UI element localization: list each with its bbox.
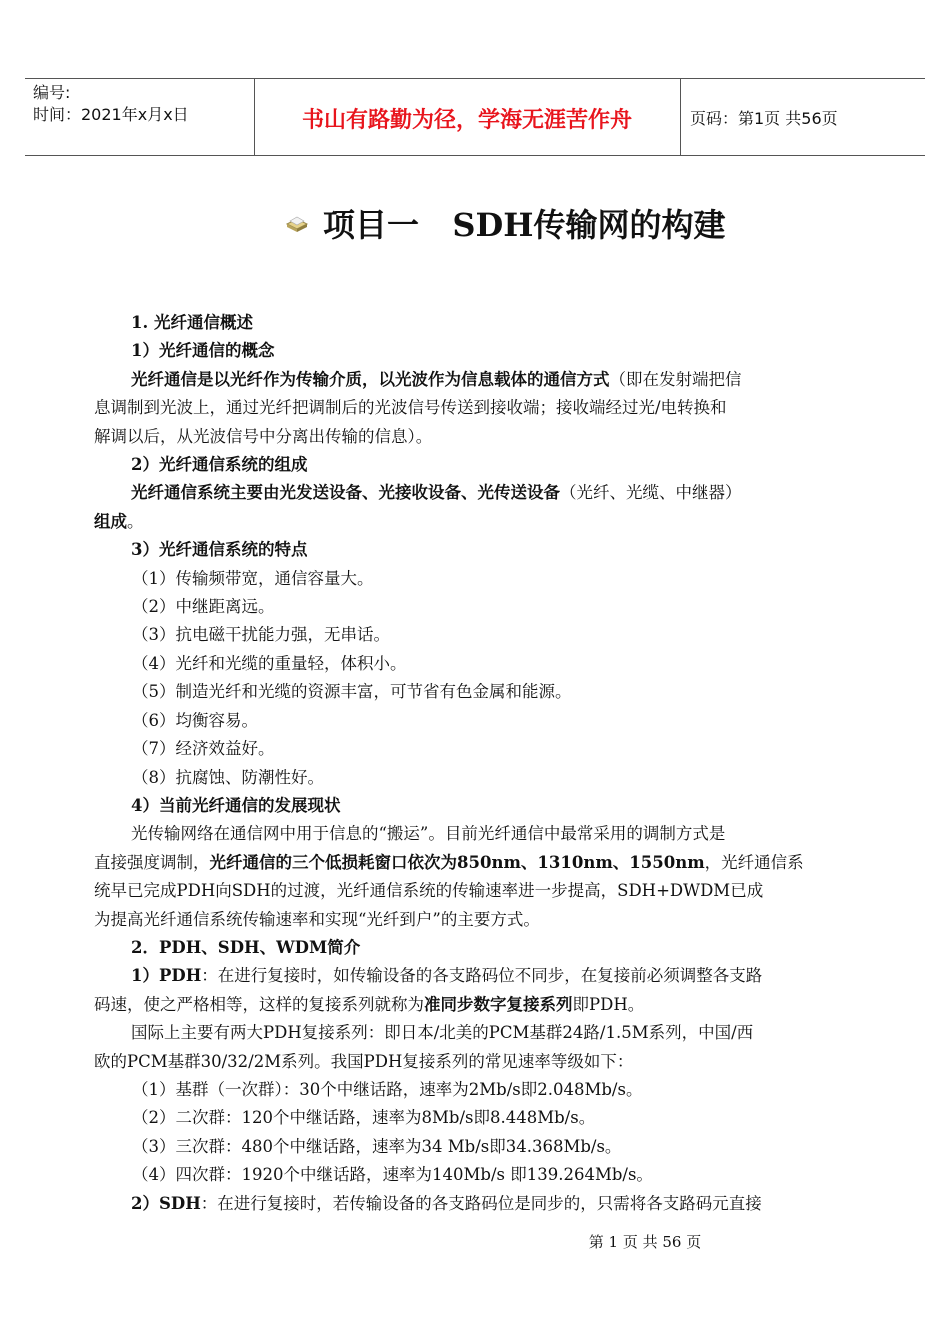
paragraph-1-1-line3: 解调以后，从光波信号中分离出传输的信息）。 <box>94 426 433 446</box>
paragraph-2-1-line3: 国际上主要有两大PDH复接系列：即日本/北美的PCM基群24路/1.5M系列，中国/西 <box>131 1023 754 1043</box>
pdh-level-item: （2）二次群：120个中继话路，速率为8Mb/s即8.448Mb/s。 <box>132 1108 596 1128</box>
text-span: 码速，使之严格相等，这样的复接系列就称为 <box>94 994 424 1014</box>
subheading-1-1: 1）光纤通信的概念 <box>131 341 275 361</box>
section-heading-1: 1. 光纤通信概述 <box>131 313 253 332</box>
section-heading-2: 2．PDH、SDH、WDM简介 <box>131 937 361 957</box>
text-span: 。 <box>127 511 144 531</box>
subheading-1-4: 4）当前光纤通信的发展现状 <box>131 795 341 815</box>
header-top-rule <box>25 78 925 79</box>
feature-item: （2）中继距离远。 <box>132 597 275 617</box>
paragraph-1-4-line1: 光传输网络在通信网中用于信息的“搬运”。目前光纤通信中最常采用的调制方式是 <box>131 824 726 844</box>
header-bottom-rule <box>25 155 925 156</box>
paragraph-2-1-line2 <box>94 991 858 1019</box>
paragraph-1-4-line2 <box>94 849 858 877</box>
motto: 书山有路勤为径，学海无涯苦作舟 <box>301 108 632 133</box>
page-footer: 第 1 页 共 56 页 <box>588 1233 702 1251</box>
text-span: （即在发射端把信 <box>609 369 742 389</box>
text-span: ：在进行复接时，若传输设备的各支路码位是同步的，只需将各支路码元直接 <box>200 1193 762 1213</box>
document-title <box>285 200 726 246</box>
text-span: ：在进行复接时，如传输设备的各支路码位不同步，在复接前必须调整各支路 <box>201 966 763 986</box>
header-left <box>33 82 189 126</box>
paragraph-1-1-line1 <box>94 366 858 394</box>
body-content <box>94 309 858 1218</box>
feature-item: （4）光纤和光缆的重量轻，体积小。 <box>132 653 407 673</box>
text-span: 直接强度调制， <box>94 852 210 872</box>
paragraph-2-2-line1 <box>94 1190 858 1218</box>
number-label: 编号: <box>33 83 71 102</box>
text-span: ，光纤通信系 <box>704 852 804 872</box>
pdh-level-item: （4）四次群：1920个中继话路，速率为140Mb/s 即139.264Mb/s。 <box>132 1165 653 1185</box>
pdh-level-item: （1）基群（一次群）：30个中继话路，速率为2Mb/s即2.048Mb/s。 <box>132 1079 643 1099</box>
paragraph-1-2-line1 <box>94 479 858 507</box>
pdh-level-item: （3）三次群：480个中继话路，速率为34 Mb/s即34.368Mb/s。 <box>132 1136 622 1156</box>
bold-windows: 光纤通信的三个低损耗窗口依次为850nm、1310nm、1550nm <box>209 852 705 872</box>
feature-item: （5）制造光纤和光缆的资源丰富，可节省有色金属和能源。 <box>132 682 572 702</box>
paragraph-2-1-line1 <box>94 962 858 990</box>
feature-item: （6）均衡容易。 <box>132 710 258 730</box>
subheading-1-3: 3）光纤通信系统的特点 <box>131 540 308 560</box>
feature-item: （1）传输频带宽，通信容量大。 <box>132 568 374 588</box>
bold-components: 光纤通信系统主要由光发送设备、光接收设备、光传送设备 <box>131 483 560 503</box>
title-text: 项目一 SDH传输网的构建 <box>323 206 726 244</box>
bold-pdh-label: 1）PDH <box>131 966 202 986</box>
bold-pdh-name: 准同步数字复接系列 <box>424 994 573 1014</box>
feature-item: （3）抗电磁干扰能力强，无串话。 <box>132 625 390 645</box>
paragraph-2-1-line4: 欧的PCM基群30/32/2M系列。我国PDH复接系列的常见速率等级如下： <box>94 1051 634 1071</box>
paragraph-1-1-line2: 息调制到光波上，通过光纤把调制后的光波信号传送到接收端；接收端经过光/电转换和 <box>94 398 727 418</box>
time-label: 时间：2021年x月x日 <box>33 105 189 124</box>
paragraph-1-4-line3: 统早已完成PDH向SDH的过渡，光纤通信系统的传输速率进一步提高，SDH+DWDM已成 <box>94 881 764 901</box>
bold-compose: 组成 <box>94 511 127 531</box>
feature-item: （7）经济效益好。 <box>132 739 275 759</box>
paragraph-1-2-line2 <box>94 508 858 536</box>
bold-definition: 光纤通信是以光纤作为传输介质，以光波作为信息载体的通信方式 <box>131 369 610 389</box>
paragraph-1-4-line4: 为提高光纤通信系统传输速率和实现“光纤到户”的主要方式。 <box>94 909 540 929</box>
book-icon <box>285 212 309 234</box>
header-divider-2 <box>680 78 681 155</box>
text-span: （光纤、光缆、中继器） <box>560 483 742 503</box>
bold-sdh-label: 2）SDH <box>131 1193 201 1213</box>
subheading-1-2: 2）光纤通信系统的组成 <box>131 455 308 475</box>
feature-item: （8）抗腐蚀、防潮性好。 <box>132 767 324 787</box>
page-info: 页码：第1页 共56页 <box>690 109 838 128</box>
text-span: 即PDH。 <box>572 994 645 1014</box>
